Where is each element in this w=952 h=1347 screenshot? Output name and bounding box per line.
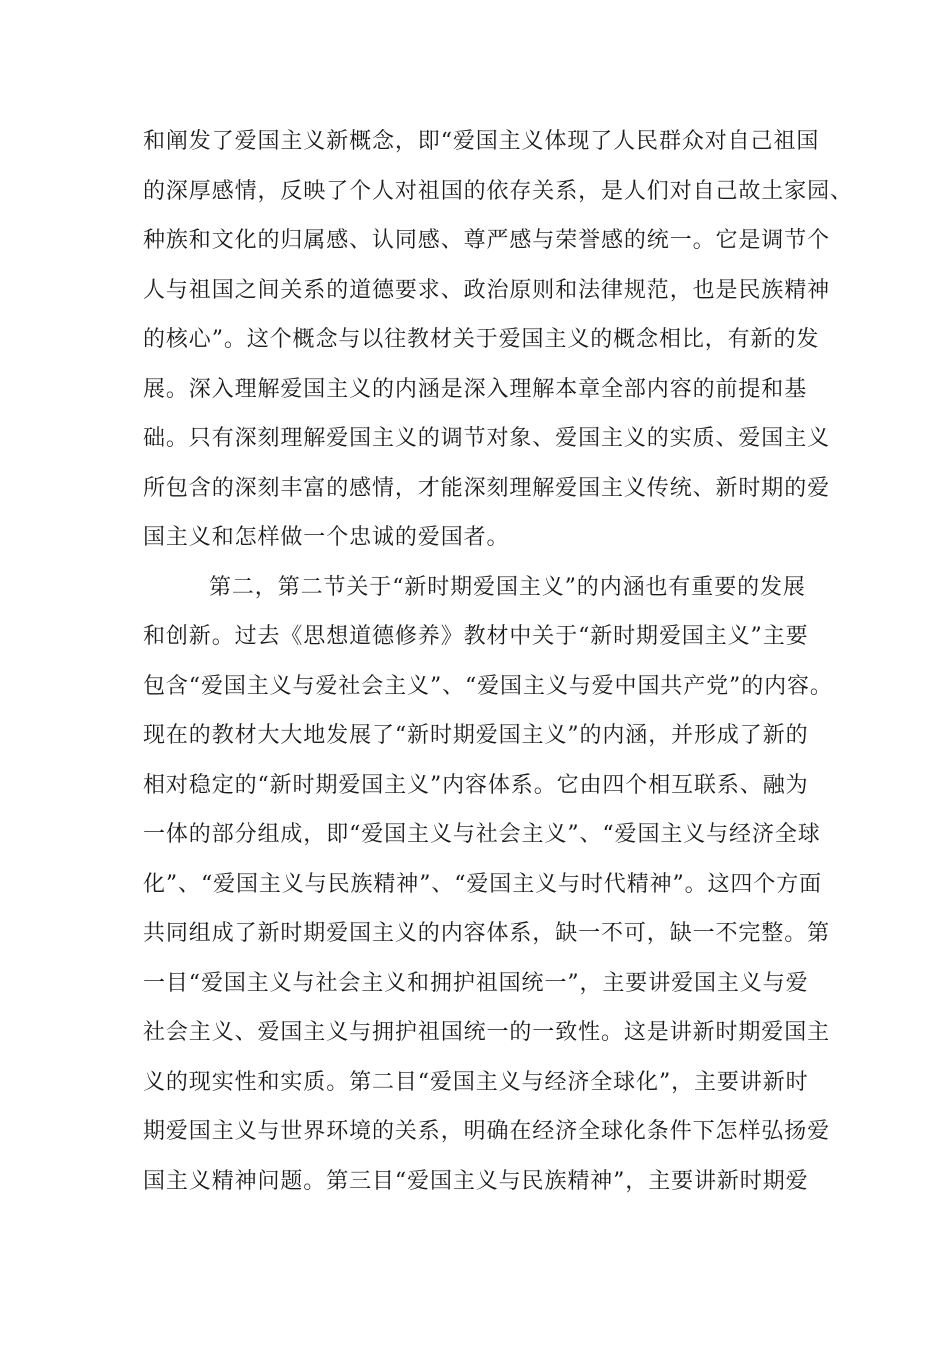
text-line: 的深厚感情，反映了个人对祖国的依存关系，是人们对自己故土家园、 [143, 178, 853, 204]
text-line: 现在的教材大大地发展了“新时期爱国主义”的内涵，并形成了新的 [143, 723, 809, 748]
text-line: 包含“爱国主义与爱社会主义”、“爱国主义与爱中国共产党”的内容。 [143, 673, 833, 699]
text-line: 和阐发了爱国主义新概念，即“爱国主义体现了人民群众对自己祖国 [143, 129, 820, 154]
text-line: 和创新。过去《思想道德修养》教材中关于“新时期爱国主义”主要 [143, 624, 809, 649]
text-line: 期爱国主义与世界环境的关系，明确在经济全球化条件下怎样弘扬爱 [143, 1119, 831, 1144]
text-line: 人与祖国之间关系的道德要求、政治原则和法律规范，也是民族精神 [143, 277, 831, 303]
text-line: 一目“爱国主义与社会主义和拥护祖国统一”，主要讲爱国主义与爱 [143, 970, 809, 996]
text-line: 义的现实性和实质。第二目“爱国主义与经济全球化”，主要讲新时 [143, 1069, 809, 1095]
text-line: 所包含的深刻丰富的感情，才能深刻理解爱国主义传统、新时期的爱 [143, 475, 831, 501]
text-line: 化”、“爱国主义与民族精神”、“爱国主义与时代精神”。这四个方面 [143, 871, 823, 897]
text-line: 础。只有深刻理解爱国主义的调节对象、爱国主义的实质、爱国主义 [143, 426, 831, 451]
text-line: 社会主义、爱国主义与拥护祖国统一的一致性。这是讲新时期爱国主 [143, 1020, 831, 1045]
text-line: 一体的部分组成，即“爱国主义与社会主义”、“爱国主义与经济全球 [143, 822, 821, 847]
text-line: 相对稳定的“新时期爱国主义”内容体系。它由四个相互联系、融为 [143, 772, 809, 798]
body-text [143, 122, 853, 1211]
paragraph-start-line: 第二，第二节关于“新时期爱国主义”的内涵也有重要的发展 [209, 574, 806, 600]
text-line: 国主义和怎样做一个忠诚的爱国者。 [143, 525, 510, 550]
text-line: 种族和文化的归属感、认同感、尊严感与荣誉感的统一。它是调节个 [143, 228, 831, 253]
text-line: 展。深入理解爱国主义的内涵是深入理解本章全部内容的前提和基 [143, 376, 808, 402]
text-line: 的核心”。这个概念与以往教材关于爱国主义的概念相比，有新的发 [143, 327, 820, 352]
text-line: 国主义精神问题。第三目“爱国主义与民族精神”，主要讲新时期爱 [143, 1168, 809, 1194]
text-line: 共同组成了新时期爱国主义的内容体系，缺一不可，缺一不完整。第 [143, 921, 831, 946]
